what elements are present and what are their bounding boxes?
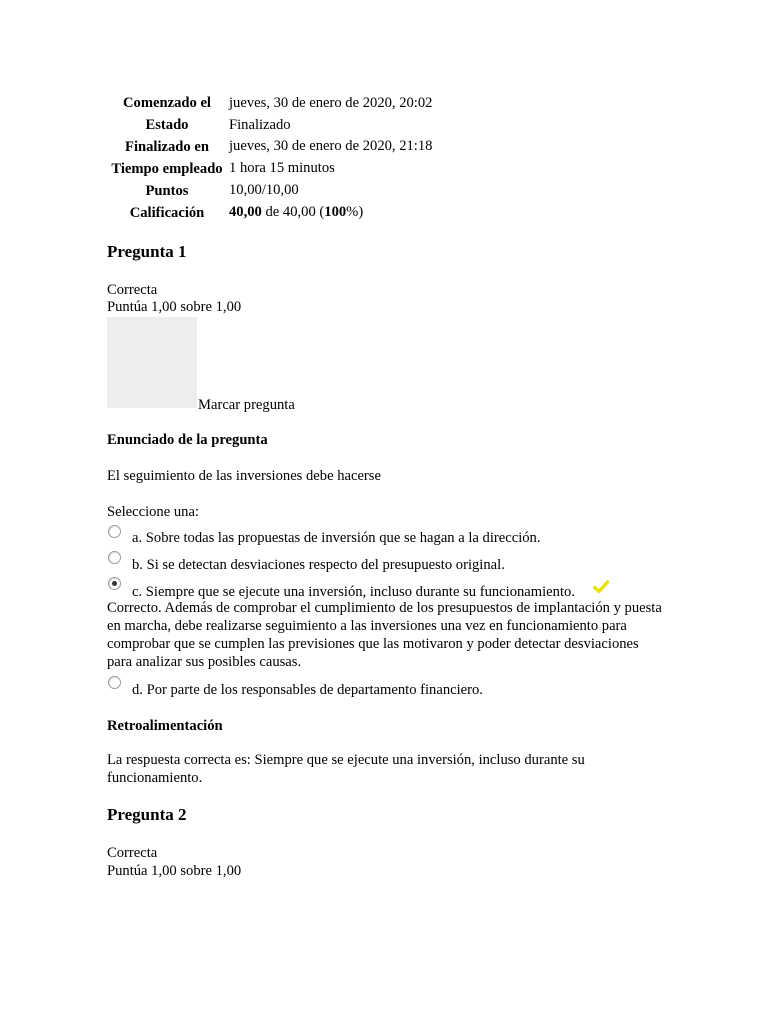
grade-middle: de 40,00 ( — [261, 204, 325, 220]
option-b-label[interactable]: b. Si se detectan desviaciones respecto del presupuesto original. — [132, 557, 505, 573]
summary-value-state: Finalizado — [229, 117, 291, 133]
select-prompt: Seleccione una: — [107, 504, 199, 520]
summary-value-started: jueves, 30 de enero de 2020, 20:02 — [229, 95, 433, 111]
summary-value-points: 10,00/10,00 — [229, 182, 299, 198]
grade-score: 40,00 — [229, 204, 262, 220]
check-icon — [593, 580, 609, 594]
grade-suffix: %) — [346, 204, 364, 220]
correct-answer: La respuesta correcta es: Siempre que se ejecute una inversión, incluso durante su funcionamiento. — [107, 752, 585, 786]
summary-label-time: Tiempo empleado — [111, 161, 223, 177]
summary-value-grade — [229, 203, 363, 221]
option-c-label[interactable]: c. Siempre que se ejecute una inversión, incluso durante su funcionamiento. — [132, 584, 575, 600]
option-d-label[interactable]: d. Por parte de los responsables de departamento financiero. — [132, 682, 483, 698]
summary-label-grade: Calificación — [129, 205, 205, 221]
radio-option-b[interactable] — [108, 551, 121, 564]
question-2-status: Correcta — [107, 845, 158, 861]
option-a-label[interactable]: a. Sobre todas las propuestas de inversión que se hagan a la dirección. — [132, 530, 541, 546]
question-2-title: Pregunta 2 — [107, 805, 187, 824]
summary-value-time: 1 hora 15 minutos — [229, 160, 335, 176]
summary-value-finished: jueves, 30 de enero de 2020, 21:18 — [229, 138, 433, 154]
radio-option-d[interactable] — [108, 676, 121, 689]
question-1-points: Puntúa 1,00 sobre 1,00 — [107, 299, 242, 315]
question-2-points: Puntúa 1,00 sobre 1,00 — [107, 863, 242, 879]
summary-label-finished: Finalizado en — [125, 139, 209, 155]
summary-label-started: Comenzado el — [123, 95, 211, 111]
question-1-title: Pregunta 1 — [107, 242, 187, 261]
flag-question-label[interactable]: Marcar pregunta — [198, 397, 295, 413]
grade-percent: 100 — [324, 204, 347, 220]
summary-label-points: Puntos — [145, 183, 189, 199]
question-1-status: Correcta — [107, 282, 158, 298]
radio-option-c[interactable] — [108, 577, 121, 590]
option-feedback: Correcto. Además de comprobar el cumplimiento de los presupuestos de implantación y puesta en marcha, debe realizarse seguimiento a las inversiones una vez en funcionamiento para comprobar que se cumplen las previsiones que las motivaron y poder detectar desviaciones para analizar sus posibles causas. — [107, 600, 662, 670]
flag-icon[interactable] — [107, 317, 197, 408]
summary-label-state: Estado — [145, 117, 189, 133]
feedback-heading: Retroalimentación — [107, 718, 223, 734]
statement-heading: Enunciado de la pregunta — [107, 432, 268, 448]
radio-option-a[interactable] — [108, 525, 121, 538]
question-statement: El seguimiento de las inversiones debe hacerse — [107, 468, 381, 484]
